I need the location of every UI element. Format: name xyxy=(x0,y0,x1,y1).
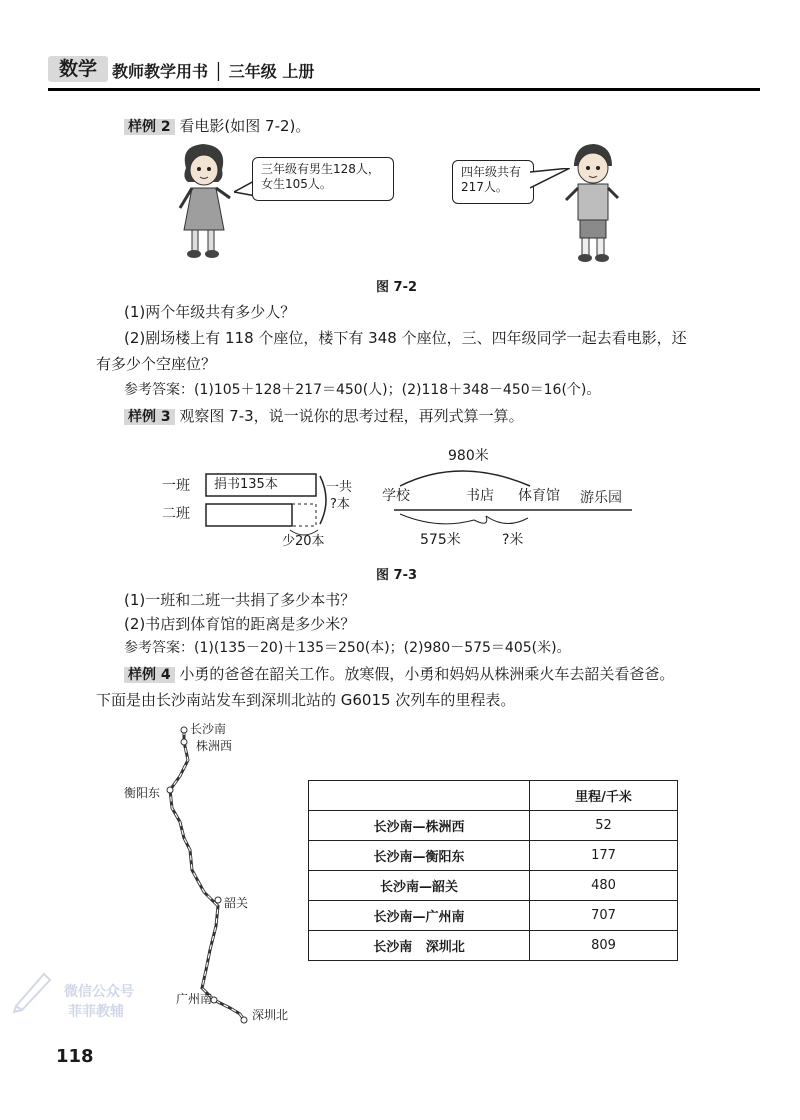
route-cell: 长沙南 深圳北 xyxy=(309,931,530,961)
route-cell: 长沙南—株洲西 xyxy=(309,811,530,841)
km-cell: 809 xyxy=(530,931,678,961)
page-number: 118 xyxy=(56,1046,94,1067)
mileage-table xyxy=(308,780,678,961)
total-brace-label-1: 一共 xyxy=(326,480,353,495)
sample3-answer: 参考答案：(1)(135－20)＋135＝250(本)；(2)980－575＝405(米)。 xyxy=(124,640,571,656)
place-school: 学校 xyxy=(382,488,410,504)
sample3-heading xyxy=(124,406,524,427)
total-brace-label-2: ?本 xyxy=(330,497,350,512)
watermark-pen-icon xyxy=(8,964,58,1014)
girl-illustration xyxy=(168,138,238,260)
km-cell: 52 xyxy=(530,811,678,841)
watermark-line-1: 微信公众号 xyxy=(64,984,134,1000)
sample3-label: 样例 3 xyxy=(124,409,175,425)
table-row xyxy=(309,871,678,901)
sample2-question-1: (1)两个年级共有多少人？ xyxy=(124,303,296,321)
km-cell: 177 xyxy=(530,841,678,871)
boy-speech-bubble: 四年级共有217人。 xyxy=(452,160,534,204)
header-rule xyxy=(48,88,760,91)
sample4-label: 样例 4 xyxy=(124,667,175,683)
donated-bar-label: 捐书135本 xyxy=(214,477,278,492)
station-zhuzhouxi: 株洲西 xyxy=(196,739,233,753)
book-title: 教师教学用书 │ 三年级 上册 xyxy=(112,62,315,81)
subject-badge: 数学 xyxy=(48,56,108,82)
route-cell: 长沙南—韶关 xyxy=(309,871,530,901)
table-row xyxy=(309,931,678,961)
class-1-label: 一班 xyxy=(162,478,190,494)
table-row xyxy=(309,901,678,931)
boy-illustration xyxy=(562,140,622,264)
girl-speech-bubble: 三年级有男生128人，女生105人。 xyxy=(252,157,394,201)
table-header-route xyxy=(309,781,530,811)
table-row xyxy=(309,811,678,841)
distance-segment-2: ?米 xyxy=(502,532,524,548)
sample2-label: 样例 2 xyxy=(124,119,175,135)
total-distance-label: 980米 xyxy=(448,448,489,464)
sample2-title: 看电影(如图 7-2)。 xyxy=(179,117,311,135)
place-gym: 体育馆 xyxy=(518,488,560,504)
table-header-row xyxy=(309,781,678,811)
distance-segment-1: 575米 xyxy=(420,532,461,548)
route-cell: 长沙南—广州南 xyxy=(309,901,530,931)
place-amusement-park: 游乐园 xyxy=(580,490,622,506)
table-header-distance: 里程/千米 xyxy=(530,781,678,811)
sample2-heading xyxy=(124,116,310,137)
sample3-question-1: (1)一班和二班一共捐了多少本书？ xyxy=(124,591,356,609)
sample2-question-2b: 有多少个空座位？ xyxy=(96,355,217,373)
place-bookstore: 书店 xyxy=(466,488,494,504)
class-2-label: 二班 xyxy=(162,506,190,522)
station-shaoguan: 韶关 xyxy=(224,896,249,910)
km-cell: 707 xyxy=(530,901,678,931)
sample2-answer: 参考答案：(1)105＋128＋217＝450(人)；(2)118＋348－450＝16(个)。 xyxy=(124,382,601,398)
route-cell: 长沙南—衡阳东 xyxy=(309,841,530,871)
station-changshanan: 长沙南 xyxy=(190,722,227,736)
watermark-line-2: 菲菲教辅 xyxy=(68,1004,124,1020)
sample3-title: 观察图 7-3，说一说你的思考过程，再列式算一算。 xyxy=(179,407,524,425)
sample4-line2: 下面是由长沙南站发车到深圳北站的 G6015 次列车的里程表。 xyxy=(96,691,516,709)
sample2-question-2a: (2)剧场楼上有 118 个座位，楼下有 348 个座位，三、四年级同学一起去看电影，还 xyxy=(124,329,687,347)
sample4-heading xyxy=(124,664,674,685)
railway-route-map xyxy=(140,720,270,1030)
table-row xyxy=(309,841,678,871)
figure-caption-7-2: 图 7-2 xyxy=(376,280,418,295)
station-hengyangdong: 衡阳东 xyxy=(124,786,161,800)
figure-caption-7-3: 图 7-3 xyxy=(376,568,418,583)
station-guangzhounan: 广州南 xyxy=(176,992,213,1006)
km-cell: 480 xyxy=(530,871,678,901)
station-shenzhenbei: 深圳北 xyxy=(252,1008,289,1022)
sample4-line1: 小勇的爸爸在韶关工作。放寒假，小勇和妈妈从株洲乘火车去韶关看爸爸。 xyxy=(179,665,675,683)
sample3-question-2: (2)书店到体育馆的距离是多少米？ xyxy=(124,615,356,633)
less-20-label: 少20本 xyxy=(282,534,325,549)
